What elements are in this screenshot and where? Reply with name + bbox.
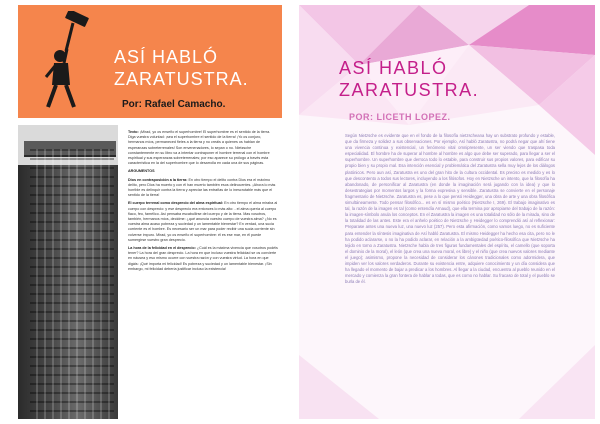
left-title-banner <box>18 5 282 118</box>
left-page <box>18 5 282 419</box>
right-author: POR: LICETH LOPEZ. <box>349 112 451 122</box>
paragraph: La hora de la felicidad en el desprecio: ¿Cuál es la máxima vivencia que vosotros podéis tener? La hora del gran desprecio. La hora en que incluso vuestra felicidad se os convierte en náusea y eso mismo ocurre con vuestra razón y con vuestra virtud. La hora en que digáis: ¡Qué importa mi felicidad! Es pobreza y suciedad y un lamentable bienestar. ¡Sin embargo, mi felicidad debería justificar incluso la existencia! <box>128 246 278 271</box>
paragraph: ARGUMENTOS <box>128 169 155 174</box>
right-title-line-1: ASÍ HABLÓ <box>339 58 448 78</box>
left-author: Por: Rafael Camacho. <box>122 99 226 110</box>
paragraph: El cuerpo terrenal como desprecio del alma espiritual: En otro tiempo el alma miraba al cuerpo con desprecio: y ese desprecio era entonces lo más alto: - el alma quería al cuerpo flaco, feo, famélico. Así pensaba escabullirse del cuerpo y de la tierra. Mas vosotros, también, hermanos míos, decidme: ¿qué anuncia vuestro cuerpo de vuestra alma? ¿No es vuestra alma acaso pobreza y suciedad y un lamentable bienestar? En verdad, una sucia corriente es el hombre. Es necesario ser un mar para poder recibir una sucia corriente sin volverse impuro. Mirad, yo os enseño el superhombre: él es ese mar, en él puede sumergirse vuestro gran desprecio. <box>128 201 278 242</box>
skyscraper-photo <box>18 125 118 419</box>
right-title-line-2: ZARATUSTRA. <box>339 80 480 100</box>
left-body-text <box>128 130 278 420</box>
hammer-figure-icon <box>38 11 106 111</box>
paragraph: Texto: ¡Mirad, yo os enseño el superhombre! El superhombre es el sentido de la tierra. Diga vuestra voluntad: ¡sea el superhombre el sentido de la tierra! ¡Yo os conjuro, hermanos míos, permaneced fieles a la tierra y no creáis a quienes os hablan de esperanzas sobreterrenales! Son envenenadores, lo sepan o no. Nietzsche constantemente en su libro va a intentar contraponer el hombre terrenal con el hombre espiritual y sus esperanzas sobreterrenales; por eso aparece su prólogo a través esta característica en la del superhombre que lo desarrolla en cada una de sus páginas. <box>128 130 271 166</box>
right-body-text: Según Nietzsche es evidente que en el fondo de la filosofía nietzscheana hay un substrato profundo y estable, que da firmeza y solidez a sus observaciones. Por ejemplo, Así habló Zaratustra, no podrá negar que ahí tiene una vivencia continua y existencial, un fenómeno vital omnipresente, un ser viendo que traspasa toda especialidad. El hombre ha de superar al hombre al hombre es algo que debe ser superado, para llegar a ser el superhombre. Un superhombre que derroca todo lo estable, para construir sus propios valores, para edificar su propio bien y su propio mal. Esa intención esencial y problemática del Zaratustra sella muy lejos de los diálogos platónicos. Pero aun así, Zaratustra es uno del gran hito de la cultura occidental. Es preciso es medido y es lo que descontento a todos sus lectores, incluyendo a los filósofos. Hoy en Nietzsche un intento, que la filosofía ha abandonado, de personificar al Zaratustra (en donde la imaginación será jugando con la idea) y que lo desestrategias por momentos largos y la forma expresiva y sensible. Zaratustra se convierte en el personaje fragmentario de Nietzsche. Zaratustra es, pese a lo que pensó Heidegger, una obra de arte y una obra filosófica simultáneamente. Todo pensar filosófico... es en sí mismo poético (Nietzsche I, 269). El trabajo imaginativo es tal, la razón de la imagen es tal (como entendía Arnaud), que ella termina por apropiarse del trabajo de la razón: la imagen-símbolo anula los conceptos. En el Zaratustra la imagen es una totalidad no sólo de la mirada, sino de la totalidad de las antes. Este era el anhelo poético de Nietzsche y Heidegger lo comprendió así al reflexionar: Preparase antes una nueva luz, una nuevo luz (257). Pero esta afirmación, como vamos luego, no es suficiente para entender la síntesis imaginativa de Así habló Zaratustra. El mismo Heidegger ha hecho esa cita, pero no le ha podido aclararse, o no la ha podido aclarar, en relación a la ambigüedad poético-filosófica que Nietzsche ha tejido en torno a Zaratustra. Nietzsche habla de tres figuras fundamentales del espíritu, el camello (que soporta el dominio de la moral), el león (que crea una nueva moral, es libre) y el niño (que crea nuevos valores mediante el juego); asimismo, propone la necesidad de considerar los cánones tradicionales como adormidera, que impiden ver los valores verdaderos. Durante su existencia entre, adquiere conocimiento y un día considera que ha llegado el momento de bajar a predicar a los hombres. Al llegar a la ciudad, encuentra al pueblo reunido en el mercado y comienza la gran fontera de hablar a todas, que es como no hablar. Su fracaso de total y el pueblo se burla de él. <box>345 133 555 285</box>
left-title-line-2: ZARATUSTRA. <box>114 69 249 89</box>
left-title-line-1: ASÍ HABLÓ <box>114 47 219 67</box>
right-page <box>299 5 595 419</box>
paragraph: Dios en contraposición a la tierra: En otro tiempo el delito contra Dios era el máximo delito, pero Dios ha muerto y con él han muerto también esos delincuentes. ¡Ahora lo más horrible es delinquir contra la tierra y apreciar las entrañas de lo inescrutable más que el sentido de la tierra! <box>128 177 276 198</box>
